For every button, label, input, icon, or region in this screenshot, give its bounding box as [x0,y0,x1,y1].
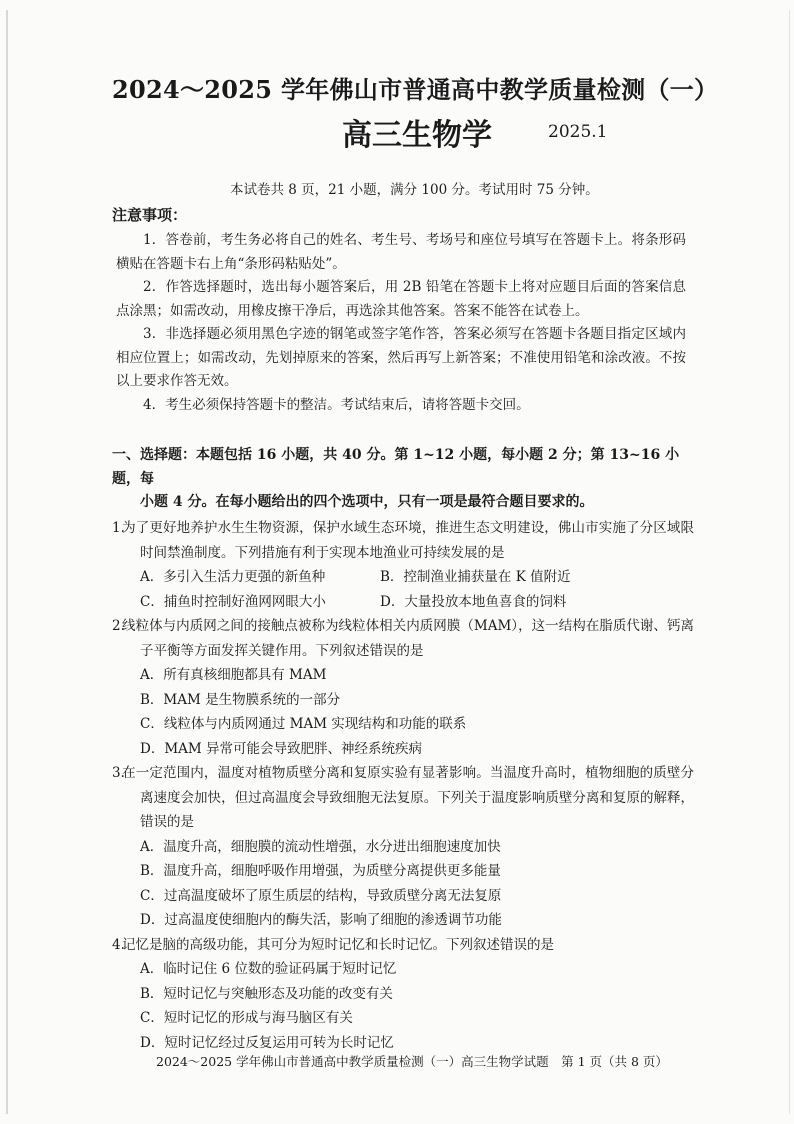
option-b: B．MAM 是生物膜系统的一部分 [140,691,341,708]
exam-date: 2025.1 [548,122,608,142]
question-number: 2. [112,618,125,634]
notice-item: 1．答卷前，考生务必将自己的姓名、考生号、考场号和座位号填写在答题卡上。将条形码横贴在答题卡右上角“条形码粘贴处”。 [116,232,686,272]
notice-item: 2．作答选择题时，选出每小题答案后，用 2B 铅笔在答题卡上将对应题目后面的答案信息点涂黑；如需改动，用橡皮擦干净后，再选涂其他答案。答案不能答在试卷上。 [116,279,686,319]
question-text: 在一定范围内，温度对植物质壁分离和复原实验有显著影响。当温度升高时，植物细胞的质壁分离速度会加快，但过高温度会导致细胞无法复原。下列关于温度影响质壁分离和复原的解释，错误的是 [122,765,694,830]
question-text: 线粒体与内质网之间的接触点被称为线粒体相关内质网膜（MAM），这一结构在脂质代谢、钙离子平衡等方面发挥关键作用。下列叙述错误的是 [122,618,694,659]
option-a: A．临时记住 6 位数的验证码属于短时记忆 [140,961,397,977]
question-list [112,516,694,1055]
option-b: B．短时记忆与突触形态及功能的改变有关 [140,985,393,1002]
question-text: 记忆是脑的高级功能，其可分为短时记忆和长时记忆。下列叙述错误的是 [122,936,554,953]
scan-edge-right [789,10,790,1114]
notice-list [116,229,686,417]
option-d: D．MAM 异常可能会导致肥胖、神经系统疾病 [140,740,423,757]
question-number: 1. [112,520,125,536]
option-c: C．过高温度破坏了原生质层的结构，导致质壁分离无法复原 [140,887,502,904]
subject-title: 高三生物学 [342,118,492,153]
question-stem [112,516,694,565]
notice-heading: 注意事项： [112,206,188,224]
exam-info: 本试卷共 8 页，21 小题，满分 100 分。考试用时 75 分钟。 [230,182,599,198]
option-b: B．温度升高，细胞呼吸作用增强，为质壁分离提供更多能量 [140,863,501,879]
section-heading [112,444,692,515]
option-d: D．大量投放本地鱼喜食的饲料 [380,593,567,610]
question-stem [112,761,694,835]
question-number: 4. [112,936,125,953]
option-d: D．过高温度使细胞内的酶失活，影响了细胞的渗透调节功能 [140,912,502,928]
page-footer: 2024～2025 学年佛山市普通高中教学质量检测（一）高三生物学试题 第 1 页（共 8 页） [156,1054,668,1069]
question-number: 3. [112,765,125,781]
option-a: A．多引入生活力更强的新鱼种 [140,569,326,585]
section-heading-line1: 一、选择题：本题包括 16 小题，共 40 分。第 1~12 小题，每小题 2 分；第 13~16 小题，每 [112,447,680,487]
option-b: B．控制渔业捕获量在 K 值附近 [380,569,571,585]
option-d: D．短时记忆经过反复运用可转为长时记忆 [140,1034,394,1051]
question-2 [112,614,694,761]
option-a: A．温度升高，细胞膜的流动性增强，水分进出细胞速度加快 [140,838,501,855]
exam-title: 2024～2025 学年佛山市普通高中教学质量检测（一） [112,75,719,104]
option-row [112,590,694,615]
option-c: C．捕鱼时控制好渔网网眼大小 [140,593,326,610]
option-a: A．所有真核细胞都具有 MAM [140,667,327,683]
question-3 [112,761,694,933]
option-c: C．短时记忆的形成与海马脑区有关 [140,1010,353,1026]
option-row [112,565,694,590]
question-4 [112,933,694,1056]
question-stem [112,614,694,663]
question-stem [112,933,694,958]
scan-edge-left [6,10,8,1114]
notice-item: 4．考生必须保持答题卡的整洁。考试结束后，请将答题卡交回。 [143,396,530,413]
notice-item: 3．非选择题必须用黑色字迹的钢笔或签字笔作答，答案必须写在答题卡各题目指定区域内相应位置上；如需改动，先划掉原来的答案，然后再写上新答案；不准使用铅笔和涂改液。不按以上要求作答无效。 [116,326,686,389]
question-text: 为了更好地养护水生生物资源，保护水域生态环境，推进生态文明建设，佛山市实施了分区域限时间禁渔制度。下列措施有利于实现本地渔业可持续发展的是 [122,520,694,561]
question-1 [112,516,694,614]
section-heading-line2: 小题 4 分。在每小题给出的四个选项中，只有一项是最符合题目要求的。 [140,494,594,510]
option-c: C．线粒体与内质网通过 MAM 实现结构和功能的联系 [140,716,467,732]
